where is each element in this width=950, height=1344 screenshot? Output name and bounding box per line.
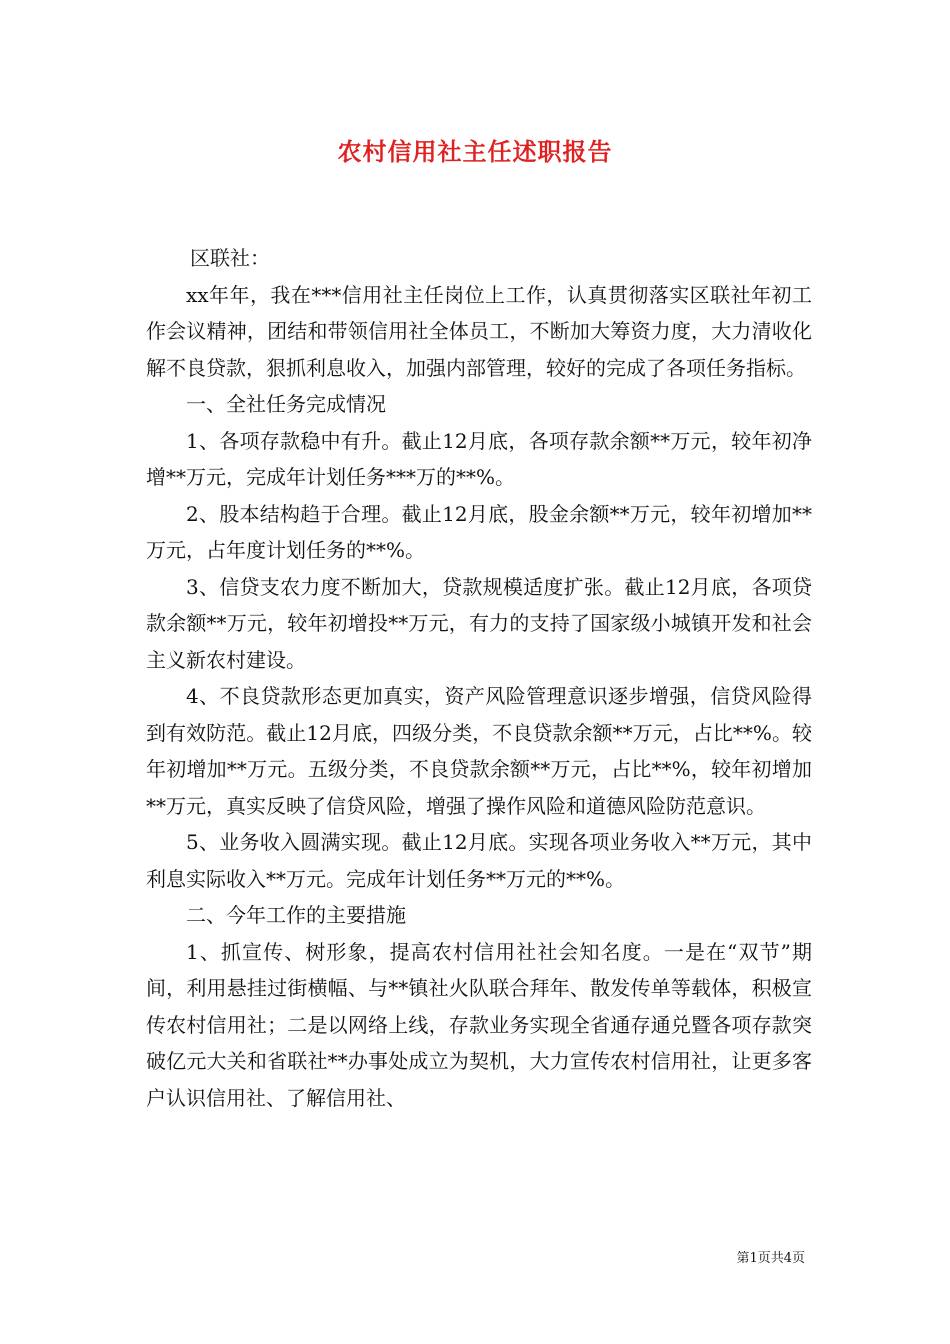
paragraph-publicity: 1、抓宣传、树形象，提高农村信用社社会知名度。一是在“双节”期间，利用悬挂过街横幅、与**镇社火队联合拜年、散发传单等载体，积极宣传农村信用社；二是以网络上线，存款业务实现全省通存通兑暨各项存款突破亿元大关和省联社**办事处成立为契机，大力宣传农村信用社，让更多客户认识信用社、了解信用社、 [146,939,812,1110]
salutation: 区联社： [190,246,270,270]
section-heading-2: 二、今年工作的主要措施 [186,903,406,927]
page-number: 第1页共4页 [736,1251,805,1266]
document-body [146,240,812,1116]
paragraph-deposits: 1、各项存款稳中有升。截止12月底，各项存款余额**万元，较年初净增**万元，完成年计划任务***万的**%。 [146,428,812,489]
paragraph-loans: 3、信贷支农力度不断加大，贷款规模适度扩张。截止12月底，各项贷款余额**万元，较年初增投**万元，有力的支持了国家级小城镇开发和社会主义新农村建设。 [146,574,812,672]
paragraph-equity: 2、股本结构趋于合理。截止12月底，股金余额**万元，较年初增加**万元，占年度计划任务的**%。 [146,501,812,562]
paragraph-bad-loans: 4、不良贷款形态更加真实，资产风险管理意识逐步增强，信贷风险得到有效防范。截止12月底，四级分类，不良贷款余额**万元，占比**%。较年初增加**万元。五级分类，不良贷款余额**万元，占比**%，较年初增加**万元，真实反映了信贷风险，增强了操作风险和道德风险防范意识。 [146,684,812,818]
document-title: 农村信用社主任述职报告 [337,137,613,166]
section-heading-1: 一、全社任务完成情况 [186,392,386,416]
paragraph-revenue: 5、业务收入圆满实现。截止12月底。实现各项业务收入**万元，其中利息实际收入**万元。完成年计划任务**万元的**%。 [146,830,812,891]
intro-paragraph: xx年年，我在***信用社主任岗位上工作，认真贯彻落实区联社年初工作会议精神，团结和带领信用社全体员工，不断加大筹资力度，大力清收化解不良贷款，狠抓利息收入，加强内部管理，较好的完成了各项任务指标。 [146,282,812,380]
